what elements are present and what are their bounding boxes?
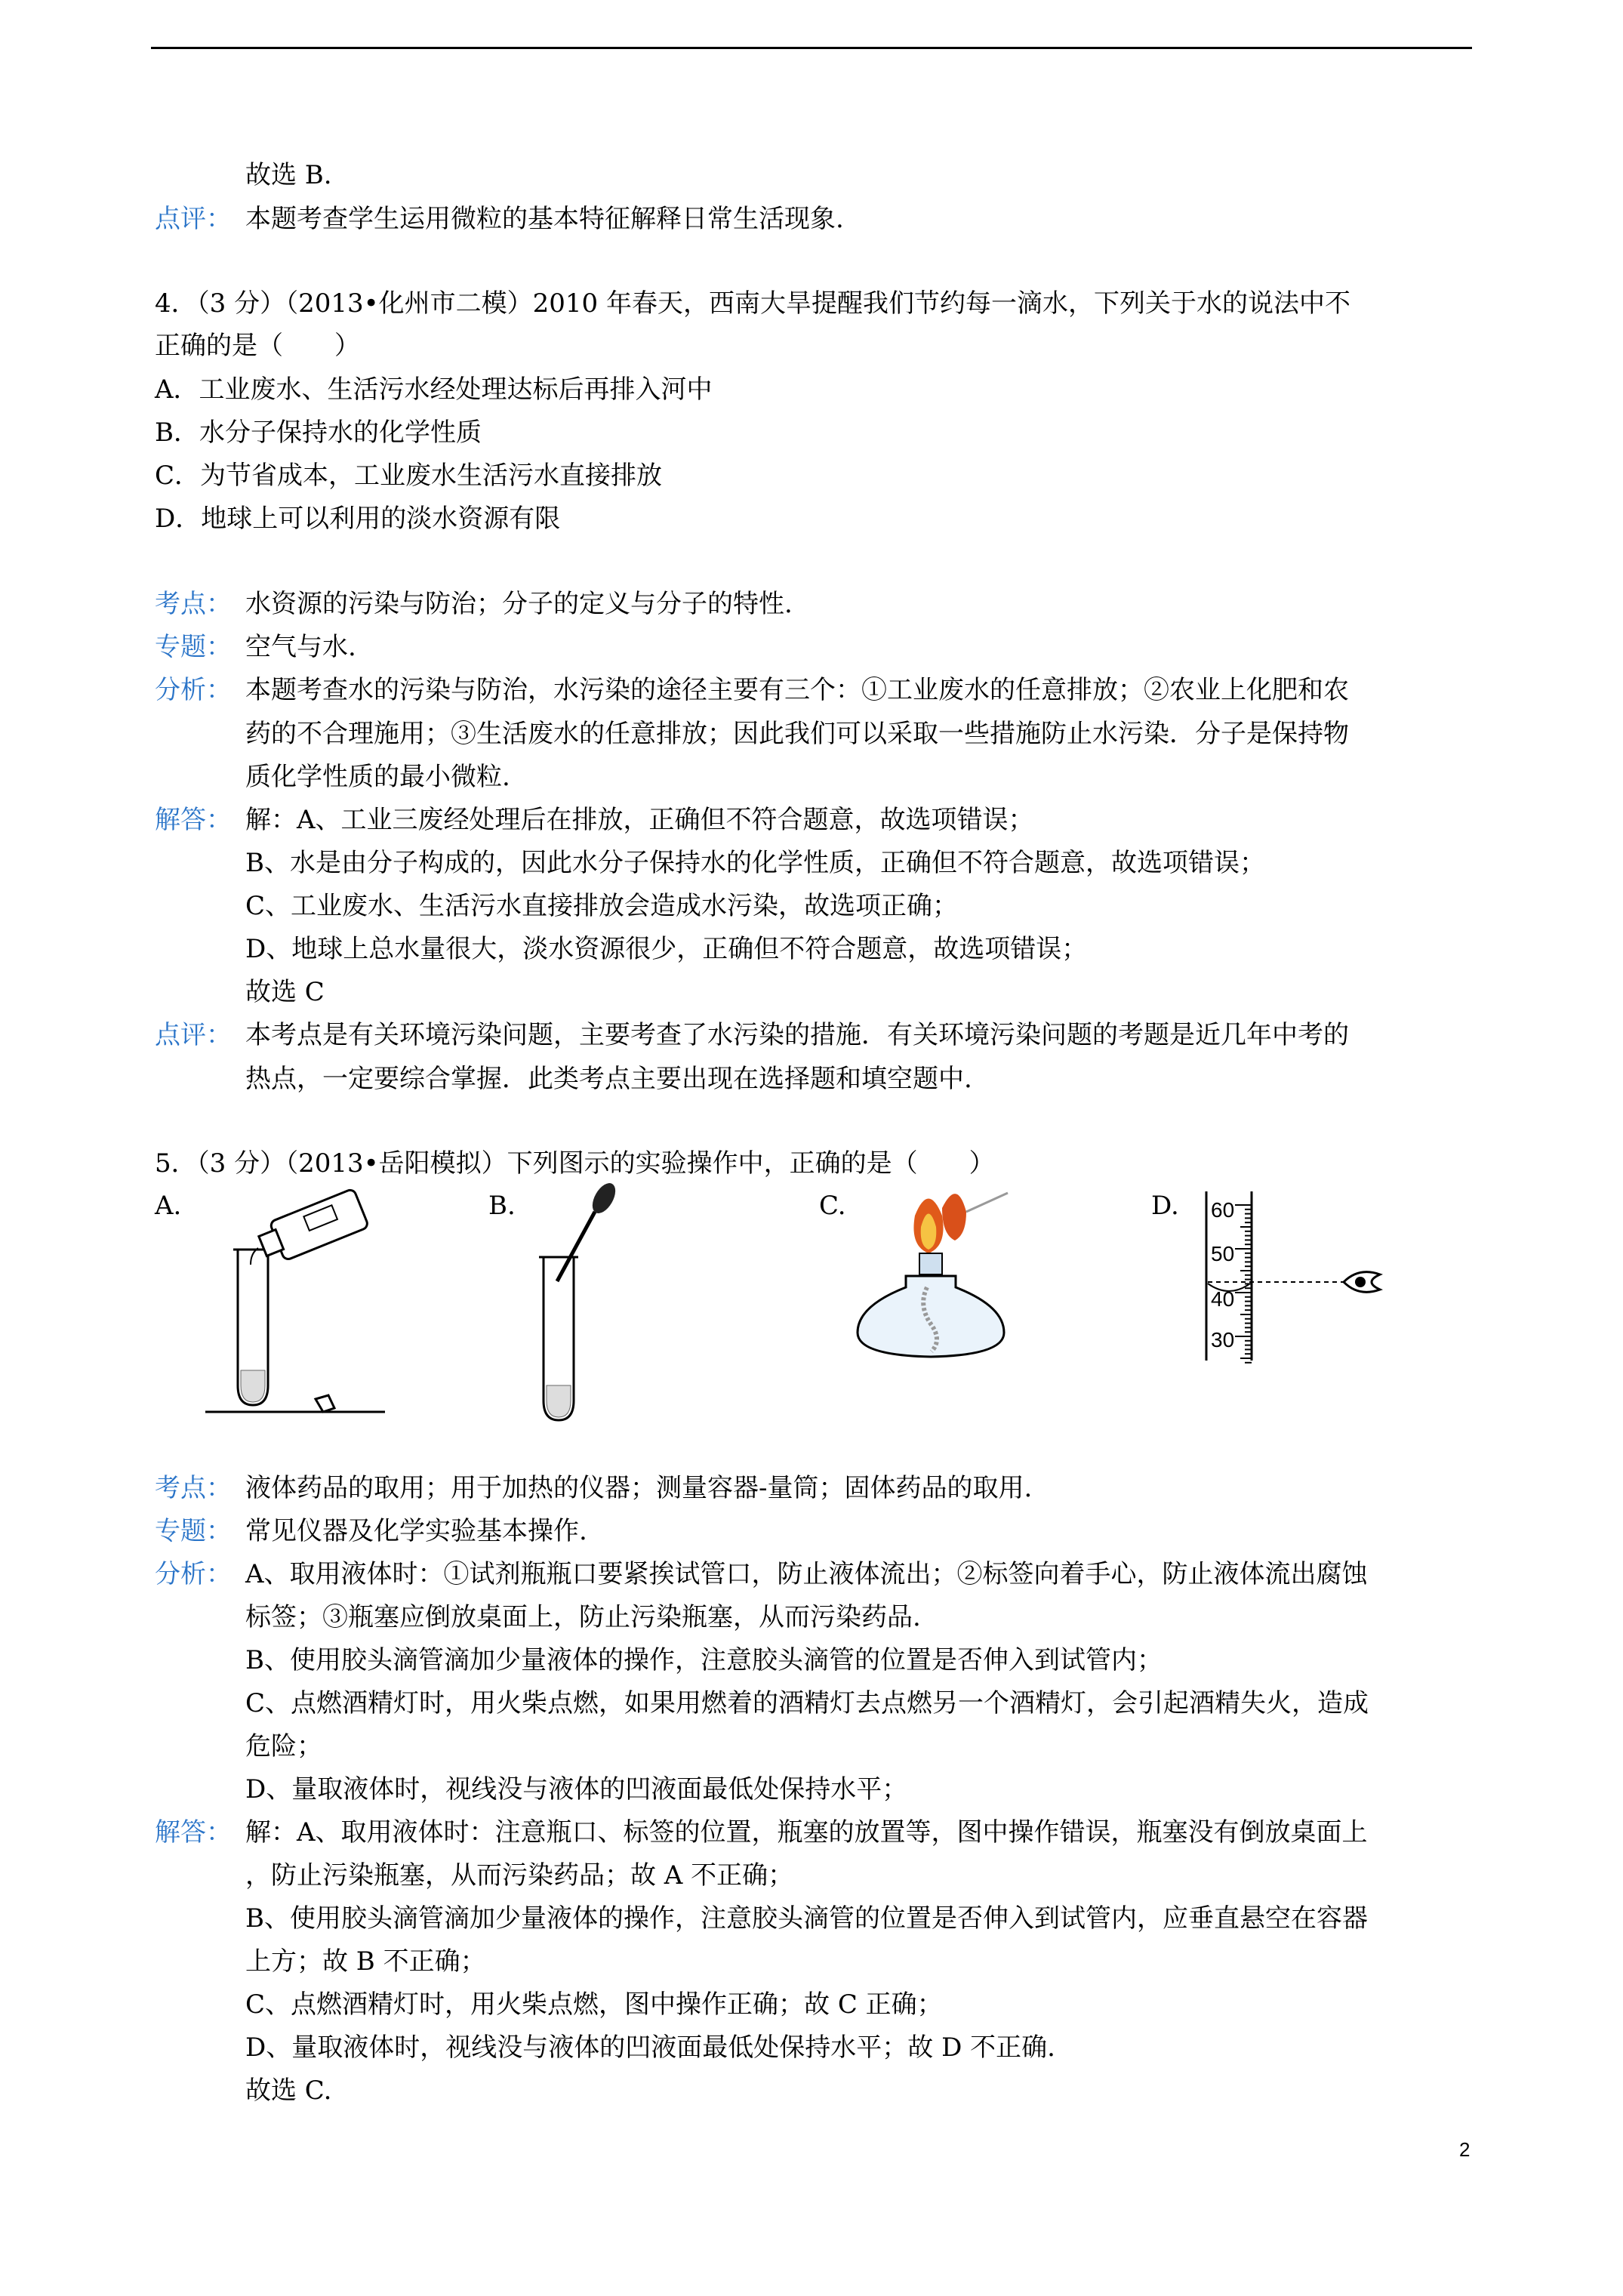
q4-fenxi-line: 药的不合理施用；③生活废水的任意排放；因此我们可以采取一些措施防止水污染．分子是保持物 bbox=[245, 719, 1349, 749]
figure-label-a: A. bbox=[155, 1191, 182, 1221]
q5-zhuanti-text: 常见仪器及化学实验基本操作. bbox=[245, 1516, 587, 1546]
q5-fenxi-line: A、取用液体时：①试剂瓶瓶口要紧挨试管口，防止液体流出；②标签向着手心，防止液体流出腐蚀 bbox=[245, 1559, 1368, 1589]
figure-label-d: D. bbox=[1151, 1191, 1179, 1221]
q5-kaodian-text: 液体药品的取用；用于加热的仪器；测量容器-量筒；固体药品的取用. bbox=[245, 1473, 1033, 1503]
figure-d-measuring-cylinder bbox=[1185, 1185, 1412, 1374]
q5-jieda-line: 解：A、取用液体时：注意瓶口、标签的位置，瓶塞的放置等，图中操作错误，瓶塞没有倒放桌面上 bbox=[245, 1817, 1368, 1848]
q4-zhuanti-text: 空气与水. bbox=[245, 632, 356, 662]
comment-text: 本题考查学生运用微粒的基本特征解释日常生活现象. bbox=[245, 204, 844, 234]
q4-option-a: A．工业废水、生活污水经处理达标后再排入河中 bbox=[155, 374, 713, 405]
q4-kaodian-text: 水资源的污染与防治；分子的定义与分子的特性. bbox=[245, 589, 793, 619]
eye-icon bbox=[1344, 1272, 1380, 1293]
q4-option-c: C．为节省成本，工业废水生活污水直接排放 bbox=[155, 461, 663, 491]
q4-stem-line1: 4．（3 分）（2013•化州市二模）2010 年春天，西南大旱提醒我们节约每一滴水，下列关于水的说法中不 bbox=[155, 288, 1350, 319]
q5-jieda-label: 解答： bbox=[155, 1817, 232, 1848]
cylinder-tick-40: 40 bbox=[1211, 1287, 1235, 1311]
page-number: 2 bbox=[1459, 2138, 1471, 2161]
figure-label-c: C. bbox=[819, 1191, 846, 1221]
q5-jieda-line: 上方；故 B 不正确； bbox=[245, 1946, 486, 1977]
q5-fenxi-line: B、使用胶头滴管滴加少量液体的操作，注意胶头滴管的位置是否伸入到试管内； bbox=[245, 1645, 1163, 1675]
q4-jieda-line: 解：A、工业三废经处理后在排放，正确但不符合题意，故选项错误； bbox=[245, 805, 1034, 835]
q5-jieda-line: 故选 C. bbox=[245, 2076, 332, 2106]
header-rule bbox=[151, 47, 1472, 49]
q4-zhuanti-label: 专题： bbox=[155, 632, 232, 662]
q4-dianping-line: 热点，一定要综合掌握．此类考点主要出现在选择题和填空题中. bbox=[245, 1064, 972, 1094]
q4-jieda-line: 故选 C bbox=[245, 977, 325, 1007]
conclusion-text: 故选 B. bbox=[245, 160, 332, 190]
q5-stem: 5．（3 分）（2013•岳阳模拟）下列图示的实验操作中，正确的是（ ） bbox=[155, 1148, 995, 1179]
q5-jieda-line: B、使用胶头滴管滴加少量液体的操作，注意胶头滴管的位置是否伸入到试管内，应垂直悬空在容器 bbox=[245, 1903, 1368, 1934]
q5-jieda-line: ，防止污染瓶塞，从而污染药品；故 A 不正确； bbox=[245, 1860, 794, 1891]
q4-kaodian-label: 考点： bbox=[155, 589, 232, 619]
q5-fenxi-line: D、量取液体时，视线没与液体的凹液面最低处保持水平； bbox=[245, 1774, 908, 1804]
figure-label-b: B. bbox=[488, 1191, 516, 1221]
q4-option-b: B．水分子保持水的化学性质 bbox=[155, 418, 482, 448]
q4-jieda-line: D、地球上总水量很大，淡水资源很少，正确但不符合题意，故选项错误； bbox=[245, 934, 1088, 964]
q4-dianping-line: 本考点是有关环境污染问题，主要考查了水污染的措施．有关环境污染问题的考题是近几年中考的 bbox=[245, 1020, 1349, 1050]
q4-fenxi-line: 本题考查水的污染与防治，水污染的途径主要有三个：①工业废水的任意排放；②农业上化肥和农 bbox=[245, 675, 1349, 705]
figure-a-pouring-liquid bbox=[196, 1182, 393, 1423]
q5-jieda-line: D、量取液体时，视线没与液体的凹液面最低处保持水平；故 D 不正确. bbox=[245, 2032, 1055, 2063]
q5-fenxi-line: 标签；③瓶塞应倒放桌面上，防止污染瓶塞，从而污染药品. bbox=[245, 1602, 921, 1632]
q5-fenxi-label: 分析： bbox=[155, 1559, 232, 1589]
q5-kaodian-label: 考点： bbox=[155, 1473, 232, 1503]
comment-label: 点评： bbox=[155, 204, 232, 234]
q4-stem-line2: 正确的是（ ） bbox=[155, 331, 360, 361]
q4-fenxi-line: 质化学性质的最小微粒. bbox=[245, 762, 510, 792]
q5-jieda-line: C、点燃酒精灯时，用火柴点燃，图中操作正确；故 C 正确； bbox=[245, 1989, 943, 2020]
cylinder-tick-50: 50 bbox=[1211, 1242, 1235, 1265]
q4-jieda-line: B、水是由分子构成的，因此水分子保持水的化学性质，正确但不符合题意，故选项错误； bbox=[245, 848, 1265, 878]
cylinder-tick-60: 60 bbox=[1211, 1198, 1235, 1222]
q5-fenxi-line: 危险； bbox=[245, 1731, 322, 1761]
figure-b-dropper bbox=[528, 1182, 664, 1431]
figure-c-alcohol-lamp bbox=[853, 1182, 1049, 1385]
q5-fenxi-line: C、点燃酒精灯时，用火柴点燃，如果用燃着的酒精灯去点燃另一个酒精灯，会引起酒精失火，造成 bbox=[245, 1688, 1369, 1718]
q4-fenxi-label: 分析： bbox=[155, 675, 232, 705]
q4-option-d: D．地球上可以利用的淡水资源有限 bbox=[155, 504, 561, 534]
q4-jieda-label: 解答： bbox=[155, 805, 232, 835]
q5-zhuanti-label: 专题： bbox=[155, 1516, 232, 1546]
q4-jieda-line: C、工业废水、生活污水直接排放会造成水污染，故选项正确； bbox=[245, 891, 959, 921]
cylinder-tick-30: 30 bbox=[1211, 1328, 1235, 1351]
q4-dianping-label: 点评： bbox=[155, 1020, 232, 1050]
